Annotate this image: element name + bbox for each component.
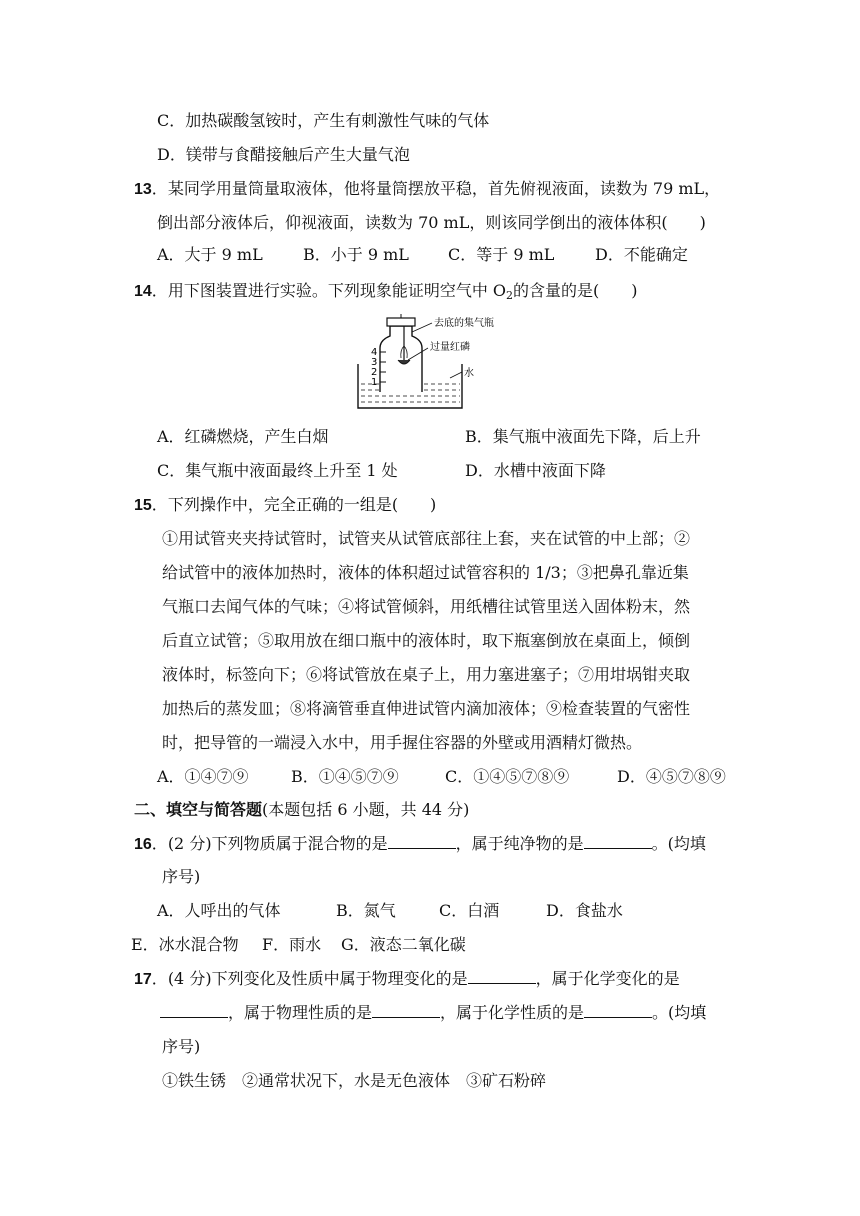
- section-heading: [134, 800, 469, 820]
- option-b: B．小于 9 mL: [303, 245, 409, 264]
- option-d: D．不能确定: [595, 245, 688, 264]
- section-note: (本题包括 6 小题，共 44 分): [262, 800, 470, 819]
- q14-option-b: B．集气瓶中液面先下降，后上升: [465, 427, 701, 446]
- scale-label: 3: [371, 357, 378, 368]
- question-text: 。(均填: [651, 834, 706, 853]
- option-c: C．等于 9 mL: [448, 245, 555, 264]
- question-number: 16: [134, 836, 152, 853]
- option-a: A．大于 9 mL: [157, 245, 263, 264]
- question-text: (2 分)下列物质属于混合物的是: [167, 834, 388, 853]
- question-text: ，属于化学性质的是: [440, 1003, 585, 1022]
- option-a: A．人呼出的气体: [157, 901, 281, 920]
- question-text: ，属于物理性质的是: [228, 1003, 373, 1022]
- answer-blank[interactable]: [160, 1003, 228, 1018]
- q15-body-line: 液体时，标签向下；⑥将试管放在桌子上，用力塞进塞子；⑦用坩埚钳夹取: [162, 665, 691, 684]
- subscript: 2: [506, 289, 514, 302]
- q15-body-line: 给试管中的液体加热时，液体的体积超过试管容积的 1/3；③把鼻孔靠近集: [162, 563, 689, 582]
- answer-blank[interactable]: [372, 1003, 440, 1018]
- question-17-line2: [160, 1003, 706, 1023]
- q12-option-c: C．加热碳酸氢铵时，产生有刺激性气味的气体: [157, 111, 490, 130]
- q17-line3: 序号): [162, 1037, 201, 1056]
- question-text: 用下图装置进行实验。下列现象能证明空气中 O: [167, 281, 507, 300]
- question-text: ，属于化学变化的是: [535, 969, 680, 988]
- answer-blank[interactable]: [388, 834, 456, 849]
- question-text: (4 分)下列变化及性质中属于物理变化的是: [167, 969, 468, 988]
- q14-option-a: A．红磷燃烧，产生白烟: [157, 427, 329, 446]
- q15-body-line: 时，把导管的一端浸入水中，用手握住容器的外壁或用酒精灯微热。: [162, 733, 643, 752]
- question-text-tail: 的含量的是( ): [513, 281, 638, 300]
- label-water: 水: [464, 368, 474, 379]
- q17-items: ①铁生锈 ②通常状况下，水是无色液体 ③矿石粉碎: [162, 1071, 547, 1090]
- question-number: 17: [134, 971, 152, 988]
- option-g: G．液态二氧化碳: [341, 935, 466, 954]
- label-bottle: 去底的集气瓶: [434, 318, 494, 329]
- gas-bottle: [380, 326, 422, 392]
- question-13-stem: 13．某同学用量筒量取液体，他将量筒摆放平稳，首先俯视液面，读数为 79 mL，: [134, 179, 721, 198]
- scale-label: 2: [371, 367, 378, 378]
- q15-body-line: 加热后的蒸发皿；⑧将滴管垂直伸进试管内滴加液体；⑨检查装置的气密性: [162, 699, 691, 718]
- answer-blank[interactable]: [584, 1003, 652, 1018]
- q15-body-line: ①用试管夹夹持试管时，试管夹从试管底部往上套，夹在试管的中上部；②: [162, 529, 691, 548]
- answer-blank[interactable]: [468, 969, 536, 984]
- question-16-stem: 16．(2 分)下列物质属于混合物的是 ，属于纯净物的是 。(均填: [134, 834, 706, 853]
- option-a: A．①④⑦⑨: [157, 767, 249, 786]
- question-number: 15: [134, 497, 152, 514]
- option-d: D．食盐水: [546, 901, 623, 920]
- question-15-stem: 15．下列操作中，完全正确的一组是( ): [134, 495, 437, 514]
- q14-option-c: C．集气瓶中液面最终上升至 1 处: [157, 461, 398, 480]
- q14-option-d: D．水槽中液面下降: [465, 461, 606, 480]
- question-number: 13: [134, 181, 152, 198]
- label-phosphorus: 过量红磷: [430, 342, 470, 353]
- option-e: E．冰水混合物: [131, 935, 239, 954]
- scale-label: 1: [371, 377, 378, 388]
- q15-body-line: 后直立试管；⑤取用放在细口瓶中的液体时，取下瓶塞倒放在桌面上，倾倒: [162, 631, 691, 650]
- option-b: B．氮气: [336, 901, 396, 920]
- question-number: 14: [134, 283, 152, 300]
- question-text: 下列操作中，完全正确的一组是( ): [167, 495, 437, 514]
- question-14-stem: 14．用下图装置进行实验。下列现象能证明空气中 $O_2$的含量的是( ): [134, 281, 638, 302]
- question-17-stem: 17．(4 分)下列变化及性质中属于物理变化的是 ，属于化学变化的是: [134, 969, 680, 988]
- question-text: 某同学用量筒量取液体，他将量筒摆放平稳，首先俯视液面，读数为 79 mL，: [167, 179, 721, 198]
- question-text: ，属于纯净物的是: [455, 834, 584, 853]
- option-d: D．④⑤⑦⑧⑨: [617, 767, 726, 786]
- option-f: F．雨水: [262, 935, 322, 954]
- scale-label: 4: [371, 347, 378, 358]
- stopper: [387, 318, 415, 326]
- q12-option-d: D．镁带与食醋接触后产生大量气泡: [157, 145, 410, 164]
- option-b: B．①④⑤⑦⑨: [291, 767, 399, 786]
- question-13-stem-line2: 倒出部分液体后，仰视液面，读数为 70 mL，则该同学倒出的液体体积( ): [157, 213, 706, 232]
- answer-blank[interactable]: [584, 834, 652, 849]
- option-c: C．白酒: [439, 901, 500, 920]
- question-text: 。(均填: [652, 1003, 707, 1022]
- section-title: 二、填空与简答题: [134, 800, 263, 819]
- option-c: C．①④⑤⑦⑧⑨: [445, 767, 570, 786]
- apparatus-figure: [350, 312, 520, 412]
- q15-body-line: 气瓶口去闻气体的气味；④将试管倾斜，用纸槽往试管里送入固体粉末，然: [162, 597, 691, 616]
- q16-line2: 序号): [162, 867, 201, 886]
